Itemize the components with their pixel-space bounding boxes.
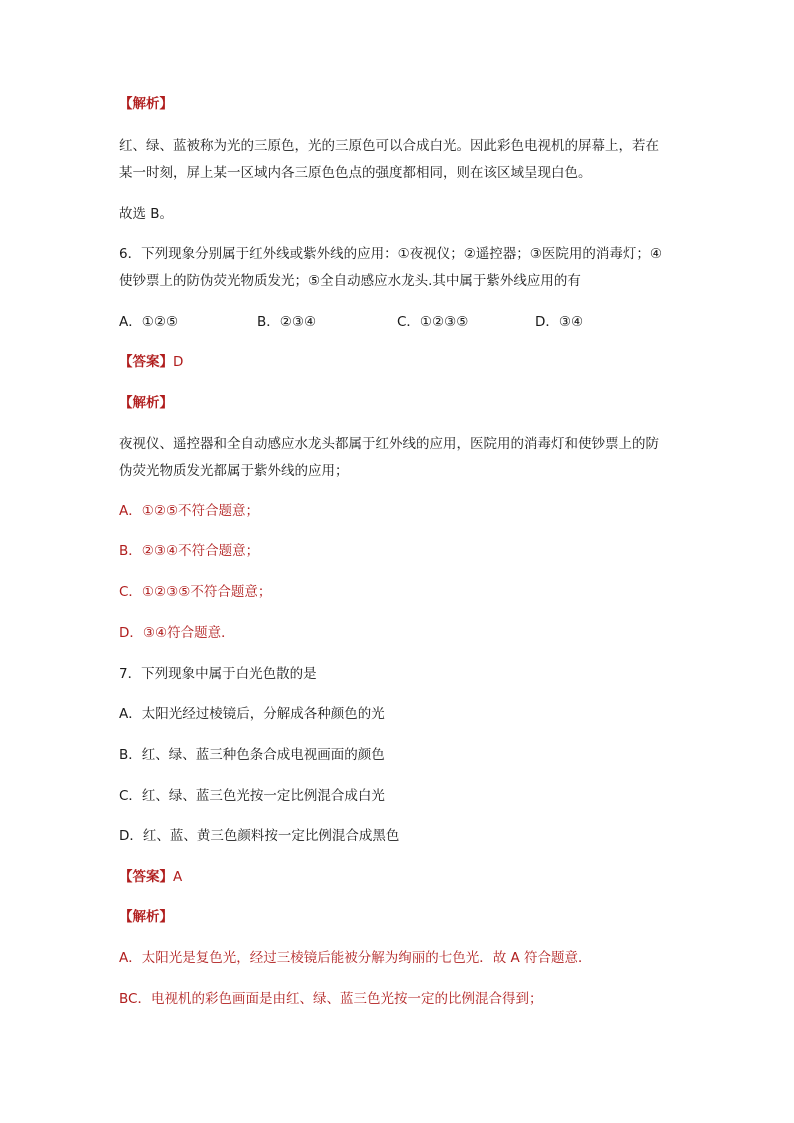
q7-analysis-label: 【解析】: [119, 909, 173, 925]
q5-analysis-text-line-2: 某一时刻，屏上某一区域内各三原色色点的强度都相同，则在该区域呈现白色。: [119, 165, 592, 181]
q7-stem: 7．下列现象中属于白光色散的是: [119, 666, 317, 682]
q7-answer-label: 【答案】: [119, 869, 173, 885]
q6-analysis-text-line-2: 伪荧光物质发光都属于紫外线的应用；: [119, 463, 349, 479]
q6-option-c-analysis: C．①②③⑤不符合题意；: [119, 584, 272, 600]
q6-answer-label: 【答案】: [119, 354, 173, 370]
q5-analysis-text-line-1: 红、绿、蓝被称为光的三原色，光的三原色可以合成白光。因此彩色电视机的屏幕上，若在: [119, 138, 659, 154]
q7-answer-value: A: [173, 869, 183, 885]
q6-option-a-analysis: A．①②⑤不符合题意；: [119, 503, 260, 519]
q6-option-d: D．③④: [535, 314, 584, 330]
q7-option-d: D．红、蓝、黄三色颜料按一定比例混合成黑色: [119, 828, 400, 844]
q6-option-b: B．②③④: [257, 314, 317, 330]
q6-stem-line-2: 使钞票上的防伪荧光物质发光；⑤全自动感应水龙头.其中属于紫外线应用的有: [119, 273, 581, 289]
q6-analysis-label: 【解析】: [119, 395, 173, 411]
q6-answer: [119, 352, 183, 372]
q7-analysis-line-2: BC．电视机的彩色画面是由红、绿、蓝三色光按一定的比例混合得到；: [119, 991, 543, 1007]
q6-analysis-text-line-1: 夜视仪、遥控器和全自动感应水龙头都属于红外线的应用，医院用的消毒灯和使钞票上的防: [119, 436, 659, 452]
q6-option-a: A．①②⑤: [119, 314, 179, 330]
q5-analysis-label: 【解析】: [119, 96, 173, 112]
q6-stem-line-1: 6．下列现象分别属于红外线或紫外线的应用：①夜视仪；②遥控器；③医院用的消毒灯；④: [119, 246, 662, 262]
q7-option-a: A．太阳光经过棱镜后，分解成各种颜色的光: [119, 706, 385, 722]
q7-analysis-line-1: A．太阳光是复色光，经过三棱镜后能被分解为绚丽的七色光．故 A 符合题意．: [119, 950, 592, 966]
q7-option-b: B．红、绿、蓝三种色条合成电视画面的颜色: [119, 747, 385, 763]
q7-option-c: C．红、绿、蓝三色光按一定比例混合成白光: [119, 788, 385, 804]
q6-option-d-analysis: D．③④符合题意．: [119, 625, 235, 641]
q7-answer: [119, 867, 182, 887]
q6-option-c: C．①②③⑤: [397, 314, 469, 330]
q6-answer-value: D: [173, 354, 184, 370]
q5-conclusion: 故选 B。: [119, 206, 174, 222]
q6-option-b-analysis: B．②③④不符合题意；: [119, 543, 260, 559]
